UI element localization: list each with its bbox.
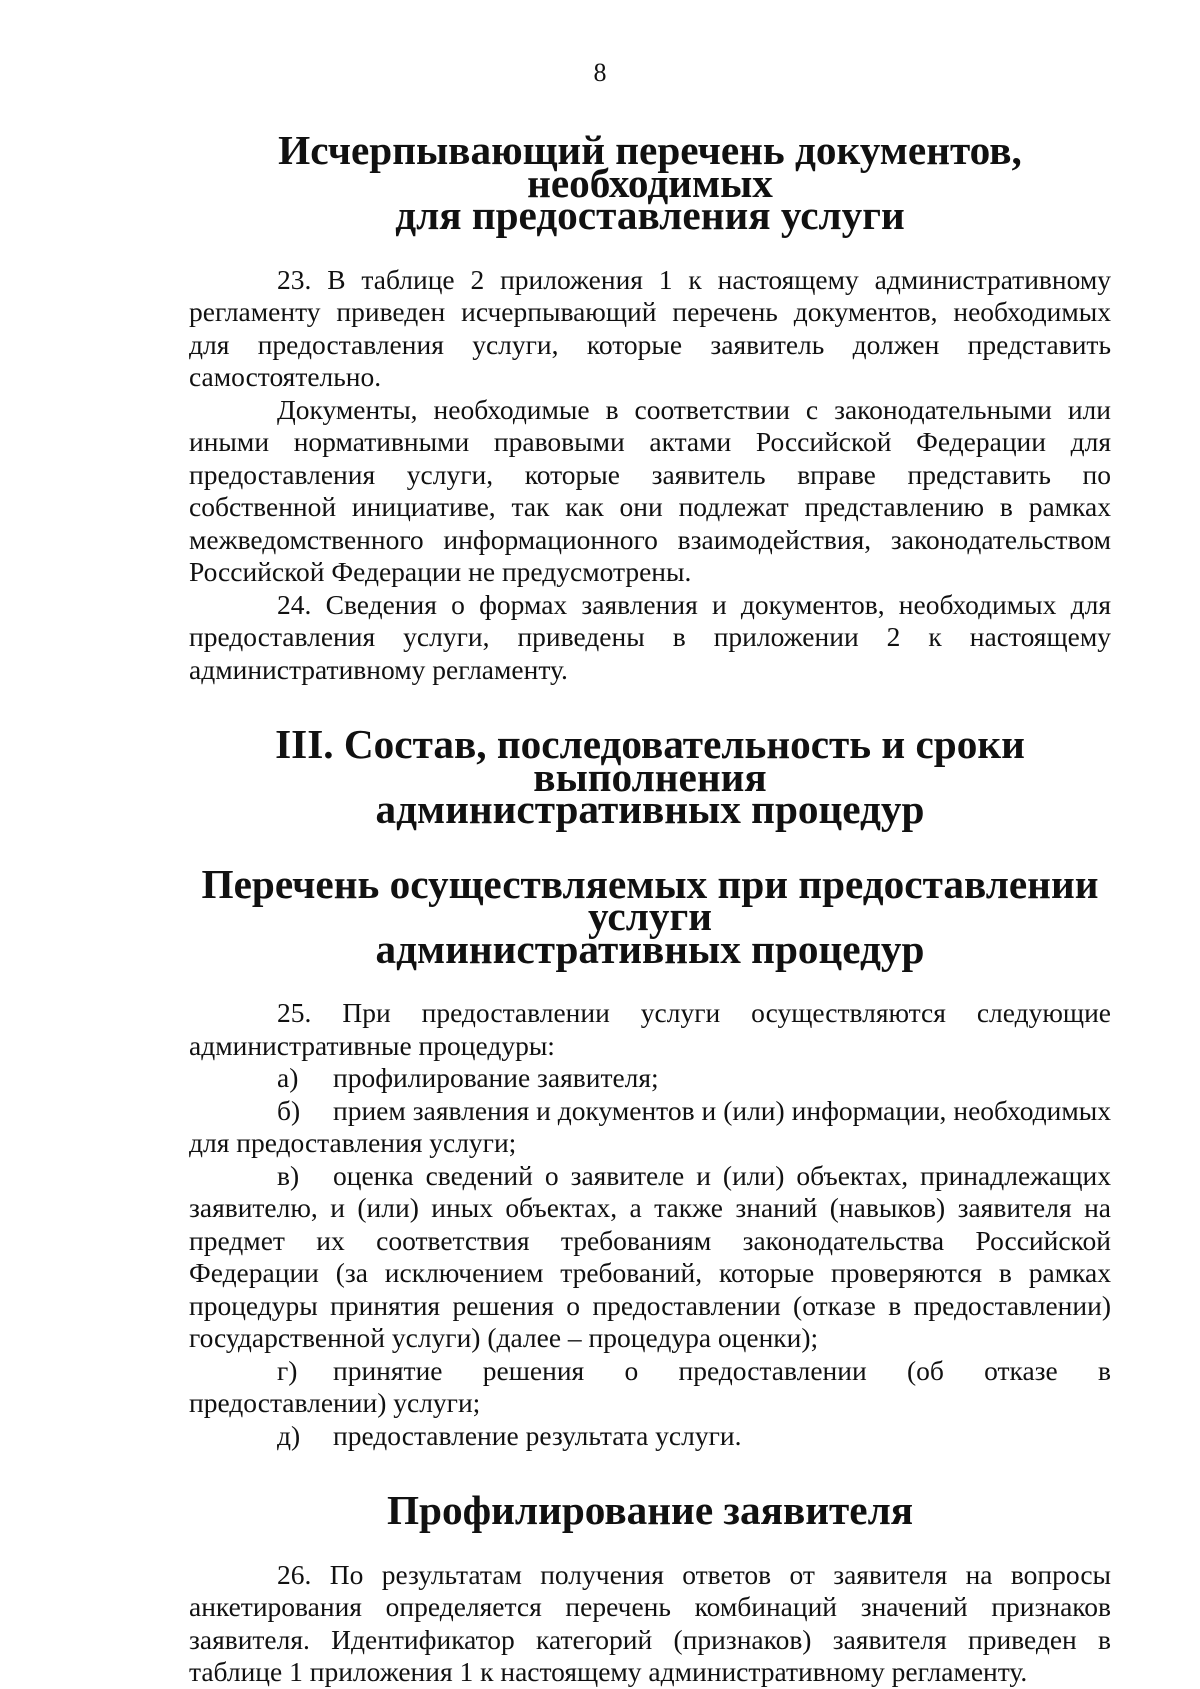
heading-line: для предоставления услуги [395, 192, 905, 238]
section-heading-profiling [189, 1487, 1111, 1533]
heading-line: Исчерпывающий перечень документов, необходимых [278, 127, 1022, 206]
list-item-text: профилирование заявителя; [333, 1062, 659, 1093]
list-item [189, 1355, 1111, 1420]
list-item-text: прием заявления и документов и (или) информации, необходимых для предоставления услуги; [189, 1094, 1111, 1158]
heading-line: административных процедур [375, 925, 925, 972]
list-marker: д) [277, 1419, 301, 1451]
list-marker: в) [277, 1159, 300, 1191]
list-item-text: оценка сведений о заявителе и (или) объектах, принадлежащих заявителю, и (или) иных объектах, а также знаний (навыков) заявителя на предмет их соответствия требованиям законодательства Российской Федерации (за исключением требований, которые проверяются в рамках процедуры принятия решения о предоставлении (отказе в предоставлении) государственной услуги) (далее – процедура оценки); [189, 1159, 1111, 1353]
list-item [189, 1062, 1111, 1095]
list-item [189, 1160, 1111, 1355]
list-marker: а) [277, 1062, 299, 1093]
paragraph-23-continued: Документы, необходимые в соответствии с законодательными или иными нормативными правовыми актами Российской Федерации для предоставления услуги, которые заявитель вправе представить по собственной инициативе, так как они подлежат представлению в рамках межведомственного информационного взаимодействия, законодательством Российской Федерации не предусмотрены. [189, 393, 1111, 587]
paragraph-26: 26. По результатам получения ответов от заявителя на вопросы анкетирования определяется перечень комбинаций значений признаков заявителя. Идентификатор категорий (признаков) заявителя приведен в таблице 1 приложения 1 к настоящему административному регламенту. [189, 1558, 1111, 1687]
heading-line: административных процедур [375, 786, 925, 832]
paragraph-24: 24. Сведения о формах заявления и документов, необходимых для предоставления услуги, приведены в приложении 2 к настоящему административному регламенту. [189, 588, 1111, 685]
document-body [189, 127, 1111, 1689]
list-item-text: принятие решения о предоставлении (об отказе в предоставлении) услуги; [189, 1354, 1111, 1418]
list-marker: г) [277, 1354, 298, 1386]
list-item-text: предоставление результата услуги. [333, 1419, 742, 1451]
section-heading-procedures [189, 721, 1111, 832]
list-item [189, 1095, 1111, 1160]
section-heading-procedure-list [189, 860, 1111, 972]
paragraph-25: 25. При предоставлении услуги осуществляются следующие административные процедуры: [189, 997, 1111, 1061]
heading-line: Профилирование заявителя [386, 1487, 914, 1533]
list-marker: б) [277, 1094, 301, 1126]
heading-line: III. Состав, последовательность и сроки выполнения [275, 721, 1025, 800]
section-heading-documents [189, 127, 1111, 238]
paragraph-23: 23. В таблице 2 приложения 1 к настоящему административному регламенту приведен исчерпывающий перечень документов, необходимых для предоставления услуги, которые заявитель должен представить самостоятельно. [189, 263, 1111, 392]
heading-line: Перечень осуществляемых при предоставлении услуги [201, 860, 1099, 939]
page-number: 8 [593, 58, 607, 87]
list-item [189, 1420, 1111, 1453]
